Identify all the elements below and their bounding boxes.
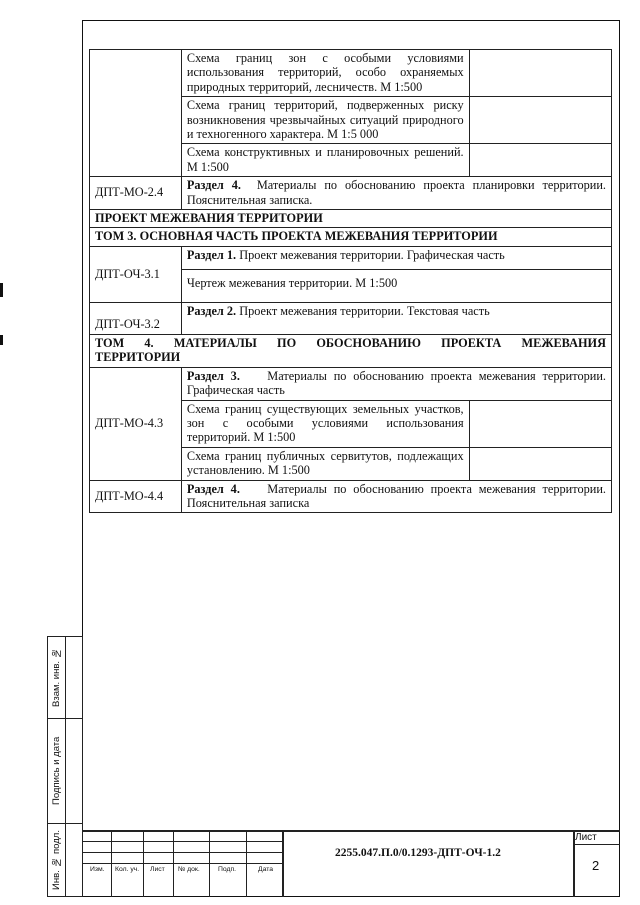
section-text: Проект межевания территории. Текстовая часть xyxy=(239,303,490,318)
section-text: Материалы по обоснованию проекта межевания территории. Пояснительная записка xyxy=(186,481,606,510)
blank-cell xyxy=(469,447,611,480)
desc-cell: Схема границ публичных сервитутов, подлежащих установлению. М 1:500 xyxy=(181,447,469,480)
blank-cell xyxy=(469,97,611,144)
section-label: Раздел 4. xyxy=(186,481,240,496)
doc-no-label: № док. xyxy=(178,866,200,873)
table-row xyxy=(90,480,612,513)
scan-mark xyxy=(0,283,3,297)
section-cell xyxy=(181,177,611,210)
desc-cell: Чертеж межевания территории. М 1:500 xyxy=(181,269,611,302)
desc-cell: Схема конструктивных и планировочных решений. М 1:500 xyxy=(181,144,469,177)
podp-label: Подп. xyxy=(218,866,237,873)
table-row xyxy=(90,177,612,210)
heading-cell: ТОМ 4. МАТЕРИАЛЫ ПО ОБОСНОВАНИЮ ПРОЕКТА МЕЖЕВАНИЯ ТЕРРИТОРИИ xyxy=(90,334,612,367)
code-cell: ДПТ-МО-2.4 xyxy=(90,177,182,210)
list-label: Лист xyxy=(150,866,165,873)
blank-cell xyxy=(469,50,611,97)
table-row xyxy=(90,246,612,269)
sheet-label: Лист xyxy=(575,832,597,843)
document-code: 2255.047.П.0/0.1293-ДПТ-ОЧ-1.2 xyxy=(335,847,501,859)
table-row xyxy=(90,367,612,400)
code-cell: ДПТ-МО-4.3 xyxy=(90,367,182,480)
izm-label: Изм. xyxy=(90,866,105,873)
sheet-number: 2 xyxy=(592,858,600,873)
section-label: Раздел 1. xyxy=(186,247,237,262)
code-cell: ДПТ-МО-4.4 xyxy=(90,480,182,513)
side-stamp xyxy=(47,636,83,897)
scan-mark xyxy=(0,335,3,345)
section-text: Материалы по обоснованию проекта межевания территории. Графическая часть xyxy=(186,368,606,398)
table-row xyxy=(90,302,612,334)
table-row xyxy=(90,334,612,367)
heading-cell: ПРОЕКТ МЕЖЕВАНИЯ ТЕРРИТОРИИ xyxy=(90,210,612,228)
section-label: Раздел 4. xyxy=(186,178,241,193)
heading-cell: ТОМ 3. ОСНОВНАЯ ЧАСТЬ ПРОЕКТА МЕЖЕВАНИЯ ТЕРРИТОРИИ xyxy=(90,228,612,246)
section-cell xyxy=(181,302,611,334)
table-row xyxy=(90,228,612,246)
vzam-inv-label: Взам. инв. № xyxy=(51,647,62,708)
table-row xyxy=(90,210,612,228)
code-cell: ДПТ-ОЧ-3.1 xyxy=(90,246,182,302)
table-row xyxy=(90,50,612,97)
section-cell xyxy=(181,246,611,269)
section-label: Раздел 3. xyxy=(186,368,240,383)
kol-uch-label: Кол. уч. xyxy=(115,866,140,873)
desc-cell: Схема границ существующих земельных участков, зон с особыми условиями использования территорий. М 1:500 xyxy=(181,400,469,447)
section-text: Материалы по обоснованию проекта планировки территории. Пояснительная записка. xyxy=(186,178,606,207)
signature-date-label: Подпись и дата xyxy=(51,736,62,805)
code-cell: ДПТ-ОЧ-3.2 xyxy=(90,302,182,334)
contents-table xyxy=(89,49,612,513)
title-block xyxy=(82,830,620,897)
blank-cell xyxy=(469,400,611,447)
desc-cell: Схема границ зон с особыми условиями использования территорий, особо охраняемых природных территорий, лесничеств. М 1:500 xyxy=(181,50,469,97)
blank-cell xyxy=(469,144,611,177)
section-cell xyxy=(181,367,611,400)
date-label: Дата xyxy=(258,866,274,873)
code-cell xyxy=(90,50,182,177)
section-text: Проект межевания территории. Графическая часть xyxy=(239,247,505,262)
section-cell xyxy=(181,480,611,513)
section-label: Раздел 2. xyxy=(186,303,237,318)
desc-cell: Схема границ территорий, подверженных риску возникновения чрезвычайных ситуаций природного и техногенного характера. М 1:5 000 xyxy=(181,97,469,144)
inv-podl-label: Инв. № подл. xyxy=(51,830,62,891)
